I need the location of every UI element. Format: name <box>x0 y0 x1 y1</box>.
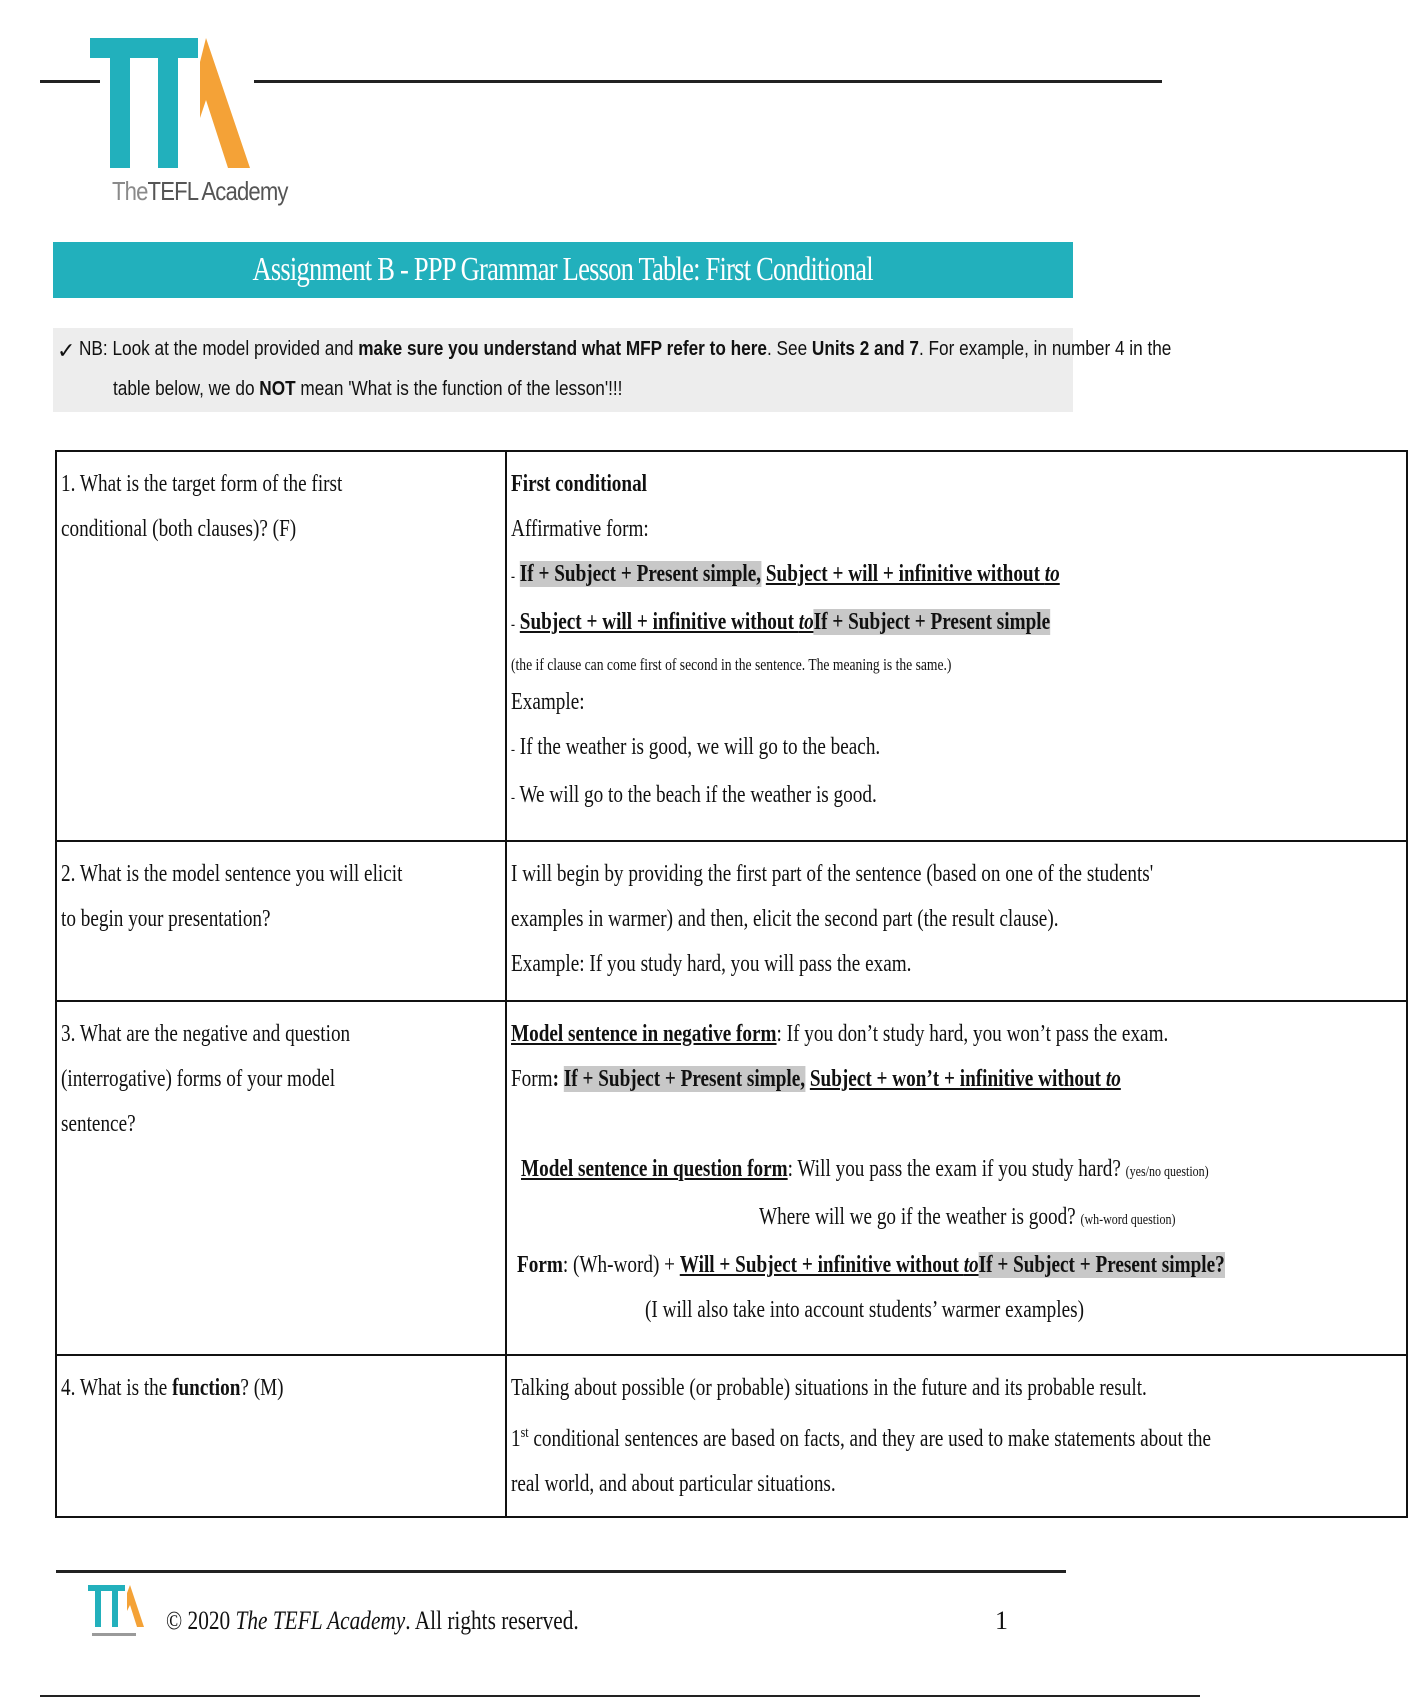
tta-logo <box>90 38 250 173</box>
note-line-2: table below, we do NOT mean 'What is the function of the lesson'!!! <box>113 378 623 400</box>
table-row <box>56 841 1407 1001</box>
answer-cell <box>506 1355 1407 1517</box>
question-cell: 2. What is the model sentence you will elicit to begin your presentation? <box>56 841 506 1001</box>
table-row <box>56 1001 1407 1355</box>
heading-first-conditional: First conditional <box>511 471 648 497</box>
footer-logo <box>88 1585 144 1643</box>
title-banner <box>53 242 1073 298</box>
page-bottom-rule <box>40 1695 1200 1697</box>
note-line-1: NB: Look at the model provided and make sure you understand what MFP refer to here. See Units 2 and 7. For example, in number 4 in the <box>79 338 1172 360</box>
check-icon: ✓ <box>57 338 76 363</box>
answer-line: 1st conditional sentences are based on facts, and they are used to make statements about the <box>511 1425 1212 1452</box>
example-1: - If the weather is good, we will go to the beach. <box>511 734 881 760</box>
answer-line: Example: If you study hard, you will pass the exam. <box>511 951 912 977</box>
answer-line: real world, and about particular situations. <box>511 1471 836 1497</box>
copyright: © 2020 The TEFL Academy. All rights reserved. <box>166 1606 579 1635</box>
answer-line: I will begin by providing the first part of the sentence (based on one of the students' <box>511 861 1154 887</box>
header-rule-right <box>254 80 1162 83</box>
answer-line: Talking about possible (or probable) situations in the future and its probable result. <box>511 1375 1147 1401</box>
answer-cell <box>506 841 1407 1001</box>
warmer-note: (I will also take into account students’ warmer examples) <box>645 1297 1084 1323</box>
banner-title: Assignment B - PPP Grammar Lesson Table: First Conditional <box>252 251 874 288</box>
table-row <box>56 451 1407 841</box>
logo-subtitle: TheTEFL Academy <box>112 176 288 206</box>
form-line-1: - If + Subject + Present simple, Subject + will + infinitive without to <box>511 561 1060 587</box>
question-cell: 3. What are the negative and question (interrogative) forms of your model sentence? <box>56 1001 506 1355</box>
wh-question-sentence: Where will we go if the weather is good? (wh-word question) <box>759 1204 1176 1230</box>
answer-cell <box>506 451 1407 841</box>
page-number: 1 <box>995 1606 1008 1635</box>
negative-sentence: Model sentence in negative form: If you don’t study hard, you won’t pass the exam. <box>511 1021 1169 1047</box>
lesson-table <box>55 450 1408 1518</box>
form-line-2: - Subject + will + infinitive without toIf + Subject + Present simple <box>511 609 1051 635</box>
question-sentence: Model sentence in question form: Will you pass the exam if you study hard? (yes/no question) <box>521 1156 1209 1182</box>
example-2: - We will go to the beach if the weather is good. <box>511 782 877 808</box>
footer-rule <box>56 1570 1066 1573</box>
example-label: Example: <box>511 689 585 715</box>
note-box <box>53 328 1172 412</box>
question-cell: 1. What is the target form of the first conditional (both clauses)? (F) <box>56 451 506 841</box>
clause-order-note: (the if clause can come first of second in the sentence. The meaning is the same.) <box>511 655 952 674</box>
answer-cell <box>506 1001 1407 1355</box>
question-cell: 4. What is the function? (M) <box>56 1355 506 1517</box>
negative-form: Form: If + Subject + Present simple, Subject + won’t + infinitive without to <box>511 1066 1121 1092</box>
answer-line: examples in warmer) and then, elicit the second part (the result clause). <box>511 906 1059 932</box>
question-form: Form: (Wh-word) + Will + Subject + infinitive without toIf + Subject + Present simple? <box>517 1252 1225 1278</box>
affirmative-label: Affirmative form: <box>511 516 649 542</box>
table-row <box>56 1355 1407 1517</box>
